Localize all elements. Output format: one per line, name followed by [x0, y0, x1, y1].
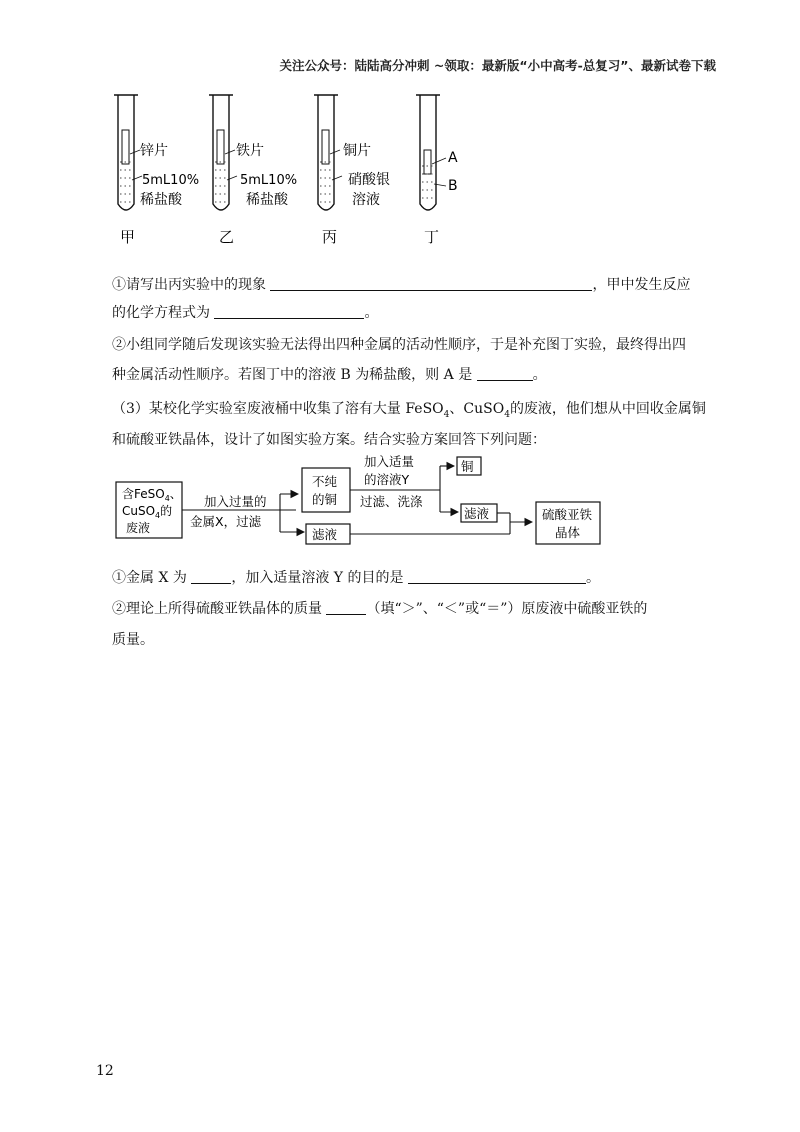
- question-5-line-1: ②理论上所得硫酸亚铁晶体的质量 （填“＞”、“＜”或“＝”）原废液中硫酸亚铁的: [112, 601, 648, 617]
- svg-text:不纯: 不纯: [312, 474, 338, 489]
- process-flowchart: [112, 452, 612, 552]
- svg-text:含FeSO4、: 含FeSO$_4$、: [122, 487, 182, 503]
- tube-bing-metal: 铜片: [343, 143, 371, 159]
- tube-ding-label-b: B: [448, 178, 458, 194]
- question-1-line-1: ①请写出丙实验中的现象 ，甲中发生反应: [112, 277, 691, 293]
- test-tubes-figure: [100, 92, 500, 252]
- svg-text:CuSO4的: CuSO$_4$的: [122, 504, 173, 520]
- svg-text:加入过量的: 加入过量的: [204, 494, 267, 509]
- tube-yi: [209, 95, 297, 246]
- answer-blank-purpose[interactable]: [408, 569, 586, 584]
- svg-text:滤液: 滤液: [464, 506, 490, 521]
- answer-blank-metal-x[interactable]: [191, 569, 231, 584]
- svg-text:硫酸亚铁: 硫酸亚铁: [542, 507, 593, 522]
- question-5-line-2: 质量。: [112, 632, 154, 648]
- svg-text:滤液: 滤液: [312, 527, 338, 542]
- question-3-line-1: （3）某校化学实验室废液桶中收集了溶有大量 FeSO$_4$、CuSO$_4$的废液，他们想从中回收金属铜: [112, 401, 706, 420]
- tube-jia-metal: 锌片: [140, 143, 168, 159]
- tube-yi-metal: 铁片: [236, 143, 264, 159]
- page-number: 12: [96, 1063, 114, 1079]
- tube-yi-name: 乙: [219, 228, 235, 246]
- svg-text:的铜: 的铜: [312, 492, 338, 507]
- question-4-line: ①金属 X 为 ，加入适量溶液 Y 的目的是 。: [112, 570, 600, 586]
- tube-jia-liquid-1: 5mL10%: [142, 173, 200, 188]
- tube-ding-label-a: A: [448, 150, 458, 166]
- tube-bing-name: 丙: [322, 228, 338, 246]
- tube-yi-liquid-1: 5mL10%: [240, 173, 298, 188]
- svg-text:的溶液Y: 的溶液Y: [364, 472, 410, 487]
- tube-ding-name: 丁: [424, 228, 440, 246]
- question-3-line-2: 和硫酸亚铁晶体，设计了如图实验方案。结合实验方案回答下列问题：: [112, 432, 546, 448]
- answer-blank-phenomenon[interactable]: [270, 276, 592, 291]
- tube-jia-name: 甲: [120, 228, 136, 246]
- svg-text:过滤、洗涤: 过滤、洗涤: [360, 494, 423, 509]
- answer-blank-equation[interactable]: [214, 304, 364, 319]
- answer-blank-compare[interactable]: [326, 600, 366, 615]
- svg-text:铜: 铜: [461, 459, 474, 474]
- svg-text:晶体: 晶体: [555, 525, 581, 540]
- svg-text:加入适量: 加入适量: [364, 454, 415, 469]
- tube-bing-liquid-2: 溶液: [352, 192, 380, 208]
- tube-bing: [314, 95, 390, 246]
- answer-blank-a[interactable]: [477, 366, 533, 381]
- tube-jia: [114, 95, 199, 246]
- question-2-line-1: ②小组同学随后发现该实验无法得出四种金属的活动性顺序，于是补充图丁实验，最终得出四: [112, 337, 686, 353]
- tube-jia-liquid-2: 稀盐酸: [140, 192, 182, 208]
- svg-text:废液: 废液: [126, 521, 151, 535]
- question-2-line-2: 种金属活动性顺序。若图丁中的溶液 B 为稀盐酸，则 A 是 。: [112, 367, 547, 383]
- tube-ding: [416, 95, 458, 246]
- page-header: 关注公众号：陆陆高分冲刺 ~领取：最新版“小中高考-总复习”、最新试卷下载: [279, 58, 716, 73]
- tube-yi-liquid-2: 稀盐酸: [246, 192, 288, 208]
- tube-bing-liquid-1: 硝酸银: [348, 172, 390, 188]
- question-1-line-2: 的化学方程式为 。: [112, 305, 379, 321]
- svg-text:金属X，过滤: 金属X，过滤: [190, 514, 262, 529]
